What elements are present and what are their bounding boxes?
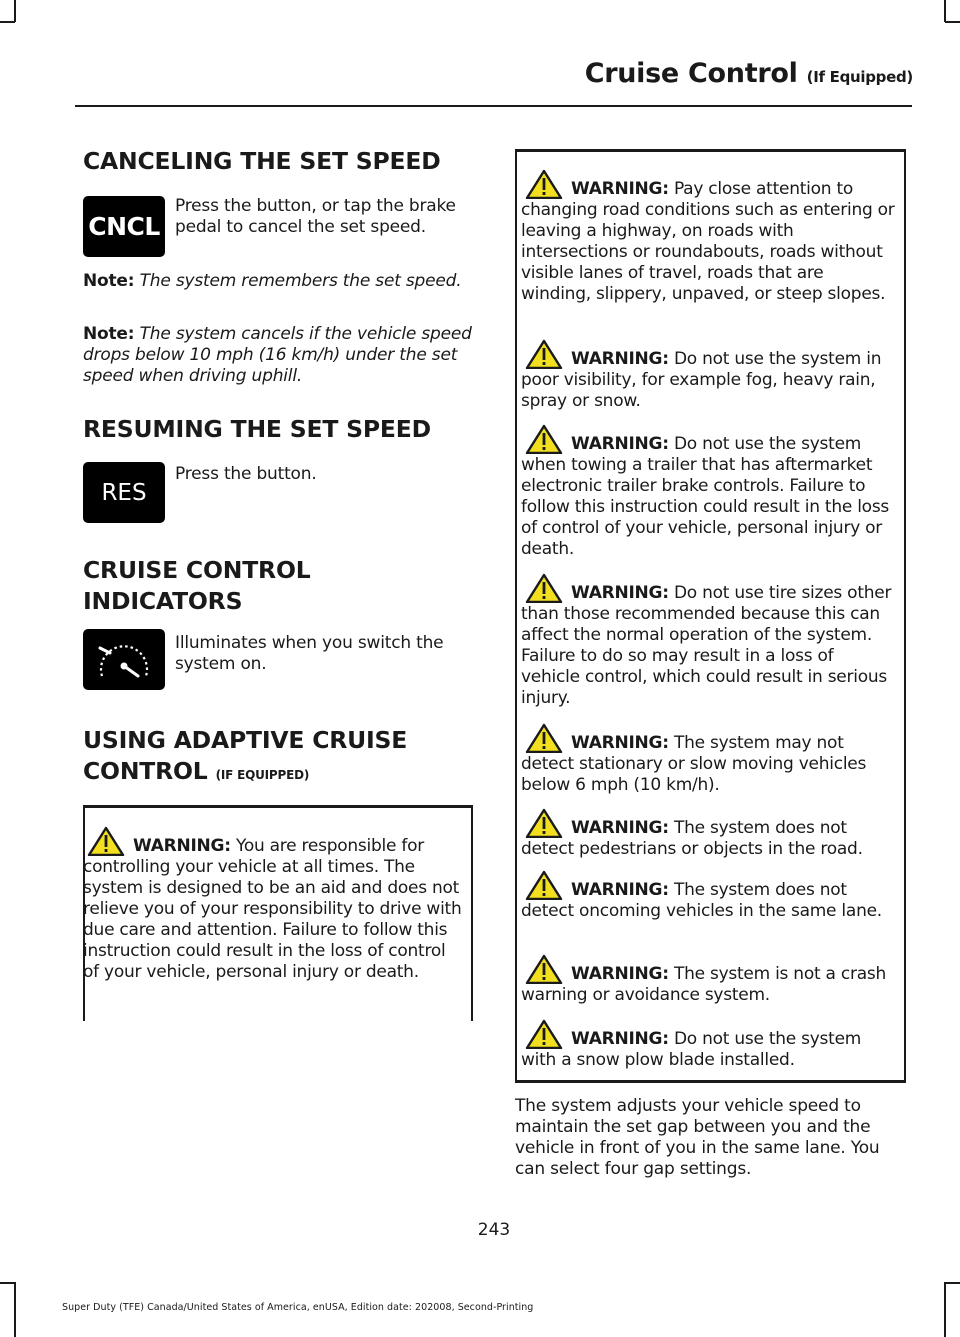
warning-triangle-icon — [521, 723, 569, 753]
cncl-button-label: CNCL — [88, 212, 160, 241]
heading-indicators-line2: INDICATORS — [83, 587, 243, 615]
warning-triangle-icon — [521, 573, 569, 603]
heading-adaptive-line1: USING ADAPTIVE CRUISE — [83, 726, 408, 754]
crop-mark — [944, 0, 946, 22]
header-title-text: Cruise Control — [584, 58, 798, 89]
heading-resuming: RESUMING THE SET SPEED — [83, 415, 431, 443]
note-text: The system cancels if the vehicle speed drops below 10 mph (16 km/h) under the set speed when driving uphill. — [83, 324, 472, 386]
warning-label: WARNING: — [571, 349, 669, 369]
note-text: The system remembers the set speed. — [139, 271, 462, 291]
res-button-label: RES — [101, 479, 147, 506]
indicators-text: Illuminates when you switch the system on. — [175, 633, 444, 674]
res-button-icon — [83, 462, 165, 523]
warning-item — [521, 434, 897, 560]
warning-text: The system does not detect pedestrians or objects in the road. — [521, 818, 863, 859]
note-label: Note: — [83, 271, 135, 291]
heading-adaptive — [83, 725, 407, 791]
warning-label: WARNING: — [571, 733, 669, 753]
warning-label: WARNING: — [571, 1029, 669, 1049]
canceling-text: Press the button, or tap the brake pedal to cancel the set speed. — [175, 196, 456, 237]
warning-triangle-icon — [521, 169, 569, 199]
warning-label: WARNING: — [571, 179, 669, 199]
warning-item — [521, 880, 897, 922]
warning-text: The system may not detect stationary or slow moving vehicles below 6 mph (10 km/h). — [521, 733, 867, 795]
warning-triangle-icon — [521, 339, 569, 369]
canceling-note-1 — [83, 271, 475, 292]
heading-adaptive-suffix: (IF EQUIPPED) — [215, 768, 310, 782]
warning-item — [521, 818, 897, 860]
warning-item — [521, 1029, 897, 1071]
warning-text: You are responsible for controlling your vehicle at all times. The system is designed to be an aid and does not relieve you of your responsibility to drive with due care and attention. Failure to follow this instruction could result in the loss of control of your vehicle, personal injury or death. — [83, 836, 462, 982]
warning-item — [521, 349, 897, 412]
warning-label: WARNING: — [133, 836, 231, 856]
warning-text: Do not use the system with a snow plow blade installed. — [521, 1029, 862, 1070]
warning-triangle-icon — [521, 424, 569, 454]
adaptive-body-text: The system adjusts your vehicle speed to maintain the set gap between you and the vehicle in front of you in the same lane. You can select four gap settings. — [515, 1096, 880, 1179]
warning-text: Do not use the system when towing a trailer that has aftermarket electronic trailer brake controls. Failure to follow this instruction could result in the loss of control of your vehicle, personal injury or death. — [521, 434, 890, 559]
resuming-text: Press the button. — [175, 464, 317, 484]
header-rule — [75, 105, 912, 107]
warning-triangle-icon — [521, 870, 569, 900]
cncl-button-icon — [83, 196, 165, 257]
warning-item — [521, 733, 897, 796]
canceling-note-2 — [83, 324, 475, 387]
warning-label: WARNING: — [571, 880, 669, 900]
heading-canceling: CANCELING THE SET SPEED — [83, 147, 441, 175]
crop-mark — [0, 1282, 15, 1284]
footer-text: Super Duty (TFE) Canada/United States of America, enUSA, Edition date: 202008, Second-Printing — [62, 1302, 534, 1313]
crop-mark — [0, 21, 15, 23]
cruise-speedometer-icon — [83, 629, 165, 690]
warning-text: The system is not a crash warning or avoidance system. — [521, 964, 887, 1005]
crop-mark — [14, 0, 16, 22]
heading-indicators-line1: CRUISE CONTROL — [83, 556, 311, 584]
heading-indicators — [83, 555, 311, 617]
crop-mark — [14, 1282, 16, 1337]
warning-triangle-icon — [83, 826, 131, 856]
note-label: Note: — [83, 324, 135, 344]
warning-text: Pay close attention to changing road conditions such as entering or leaving a highway, on roads with intersections or roundabouts, roads without visible lanes of travel, roads that are winding, slippery, unpaved, or steep slopes. — [521, 179, 895, 304]
warning-item — [521, 179, 897, 305]
warning-item — [521, 964, 897, 1006]
warning-text: Do not use the system in poor visibility, for example fog, heavy rain, spray or snow. — [521, 349, 882, 411]
heading-adaptive-line2: CONTROL — [83, 757, 208, 785]
warning-label: WARNING: — [571, 434, 669, 454]
warning-item — [521, 583, 897, 709]
crop-mark — [944, 1282, 946, 1337]
warning-triangle-icon — [521, 954, 569, 984]
page-number: 243 — [477, 1220, 511, 1240]
warning-text: Do not use tire sizes other than those recommended because this can affect the normal operation of the system. Failure to do so may result in a loss of vehicle control, which could result in serious injury. — [521, 583, 892, 708]
page-header-title — [0, 58, 913, 89]
warning-label: WARNING: — [571, 818, 669, 838]
warning-triangle-icon — [521, 808, 569, 838]
warning-triangle-icon — [521, 1019, 569, 1049]
crop-mark — [945, 21, 960, 23]
warning-text: The system does not detect oncoming vehicles in the same lane. — [521, 880, 882, 921]
header-title-suffix: (If Equipped) — [806, 68, 913, 86]
warning-label: WARNING: — [571, 964, 669, 984]
warning-responsible — [83, 836, 465, 983]
warning-label: WARNING: — [571, 583, 669, 603]
crop-mark — [945, 1282, 960, 1284]
